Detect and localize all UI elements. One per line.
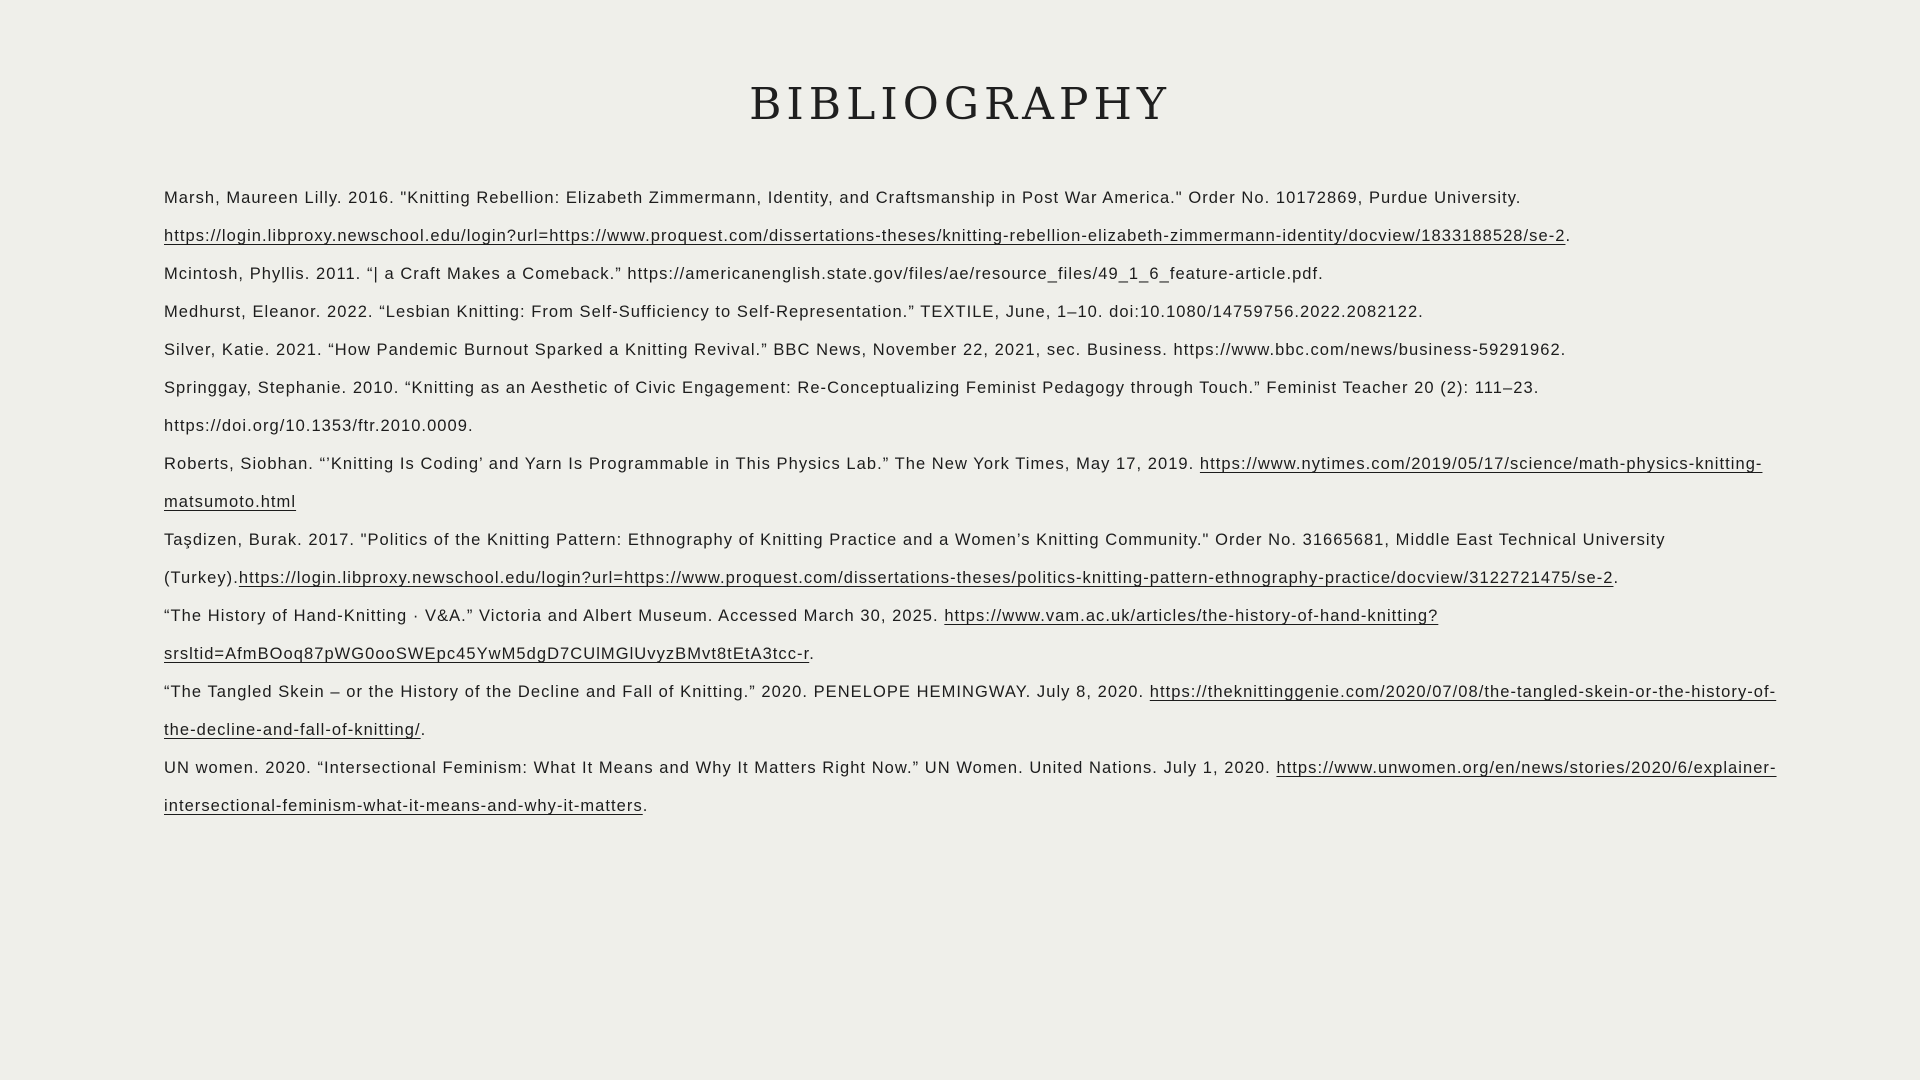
reference-link[interactable]: https://login.libproxy.newschool.edu/login?url=https://www.proquest.com/dissertations-theses/politics-knitting-pattern-ethnography-practice/docview/3122721475/se-2 xyxy=(238,569,1614,587)
reference-link[interactable]: https://www.nytimes.com/2019/05/17/science/math-physics-knitting-matsumoto.html xyxy=(164,455,1763,511)
reference-punct: . xyxy=(1613,569,1620,587)
reference-text: Silver, Katie. 2021. “How Pandemic Burnout Sparked a Knitting Revival.” BBC News, November 22, 2021, sec. Business. https://www.bbc.com/news/business-59291962. xyxy=(164,341,1567,359)
reference-text: UN women. 2020. “Intersectional Feminism: What It Means and Why It Matters Right Now.” UN Women. United Nations. July 1, 2020. xyxy=(164,759,1277,777)
reference-text: “The History of Hand-Knitting · V&A.” Victoria and Albert Museum. Accessed March 30, 2025. xyxy=(164,607,945,625)
reference-entry-silver xyxy=(164,331,1804,369)
reference-punct: . xyxy=(420,721,427,739)
reference-entry-springgay xyxy=(164,369,1804,445)
reference-list xyxy=(164,179,1804,825)
reference-entry-roberts xyxy=(164,445,1804,521)
reference-entry-medhurst xyxy=(164,293,1804,331)
reference-entry-un-women xyxy=(164,749,1804,825)
reference-text: Marsh, Maureen Lilly. 2016. "Knitting Rebellion: Elizabeth Zimmermann, Identity, and Craftsmanship in Post War America." Order No. 10172869, Purdue University. xyxy=(164,189,1522,207)
reference-link[interactable]: https://www.vam.ac.uk/articles/the-history-of-hand-knitting?srsltid=AfmBOoq87pWG0ooSWEpc45YwM5dgD7CUlMGlUvyzBMvt8tEtA3tcc-r xyxy=(164,607,1439,663)
reference-punct: . xyxy=(1565,227,1572,245)
reference-text: Springgay, Stephanie. 2010. “Knitting as an Aesthetic of Civic Engagement: Re-Conceptualizing Feminist Pedagogy through Touch.” Feminist Teacher 20 (2): 111–23. https://doi.org/10.1353/ftr.2010.0009. xyxy=(164,379,1540,435)
reference-link[interactable]: https://login.libproxy.newschool.edu/login?url=https://www.proquest.com/dissertations-theses/knitting-rebellion-elizabeth-zimmermann-identity/docview/1833188528/se-2 xyxy=(164,227,1566,245)
reference-text: Roberts, Siobhan. “’Knitting Is Coding’ and Yarn Is Programmable in This Physics Lab.” The New York Times, May 17, 2019. xyxy=(164,455,1200,473)
reference-entry-tasdizen xyxy=(164,521,1804,597)
reference-text: “The Tangled Skein – or the History of the Decline and Fall of Knitting.” 2020. PENELOPE HEMINGWAY. July 8, 2020. xyxy=(164,683,1150,701)
reference-text: Medhurst, Eleanor. 2022. “Lesbian Knitting: From Self-Sufficiency to Self-Representation.” TEXTILE, June, 1–10. doi:10.1080/14759756.2022.2082122. xyxy=(164,303,1424,321)
page-title: BIBLIOGRAPHY xyxy=(749,79,1171,130)
reference-entry-marsh xyxy=(164,179,1804,255)
reference-text: Taşdizen, Burak. 2017. "Politics of the Knitting Pattern: Ethnography of Knitting Practice and a Women’s Knitting Community." Order No. 31665681, Middle East Technical University (Turkey). xyxy=(164,531,1666,587)
reference-link[interactable]: https://www.unwomen.org/en/news/stories/2020/6/explainer-intersectional-feminism-what-it-means-and-why-it-matters xyxy=(164,759,1777,815)
reference-punct: . xyxy=(642,797,649,815)
reference-punct: . xyxy=(809,645,815,663)
reference-text: Mcintosh, Phyllis. 2011. “| a Craft Makes a Comeback.” https://americanenglish.state.gov/files/ae/resource_files/49_1_6_feature-article.pdf. xyxy=(164,265,1324,283)
reference-entry-tangled-skein xyxy=(164,673,1804,749)
reference-entry-vam xyxy=(164,597,1804,673)
reference-link[interactable]: https://theknittinggenie.com/2020/07/08/the-tangled-skein-or-the-history-of-the-decline-and-fall-of-knitting/ xyxy=(164,683,1777,739)
reference-entry-mcintosh xyxy=(164,255,1804,293)
